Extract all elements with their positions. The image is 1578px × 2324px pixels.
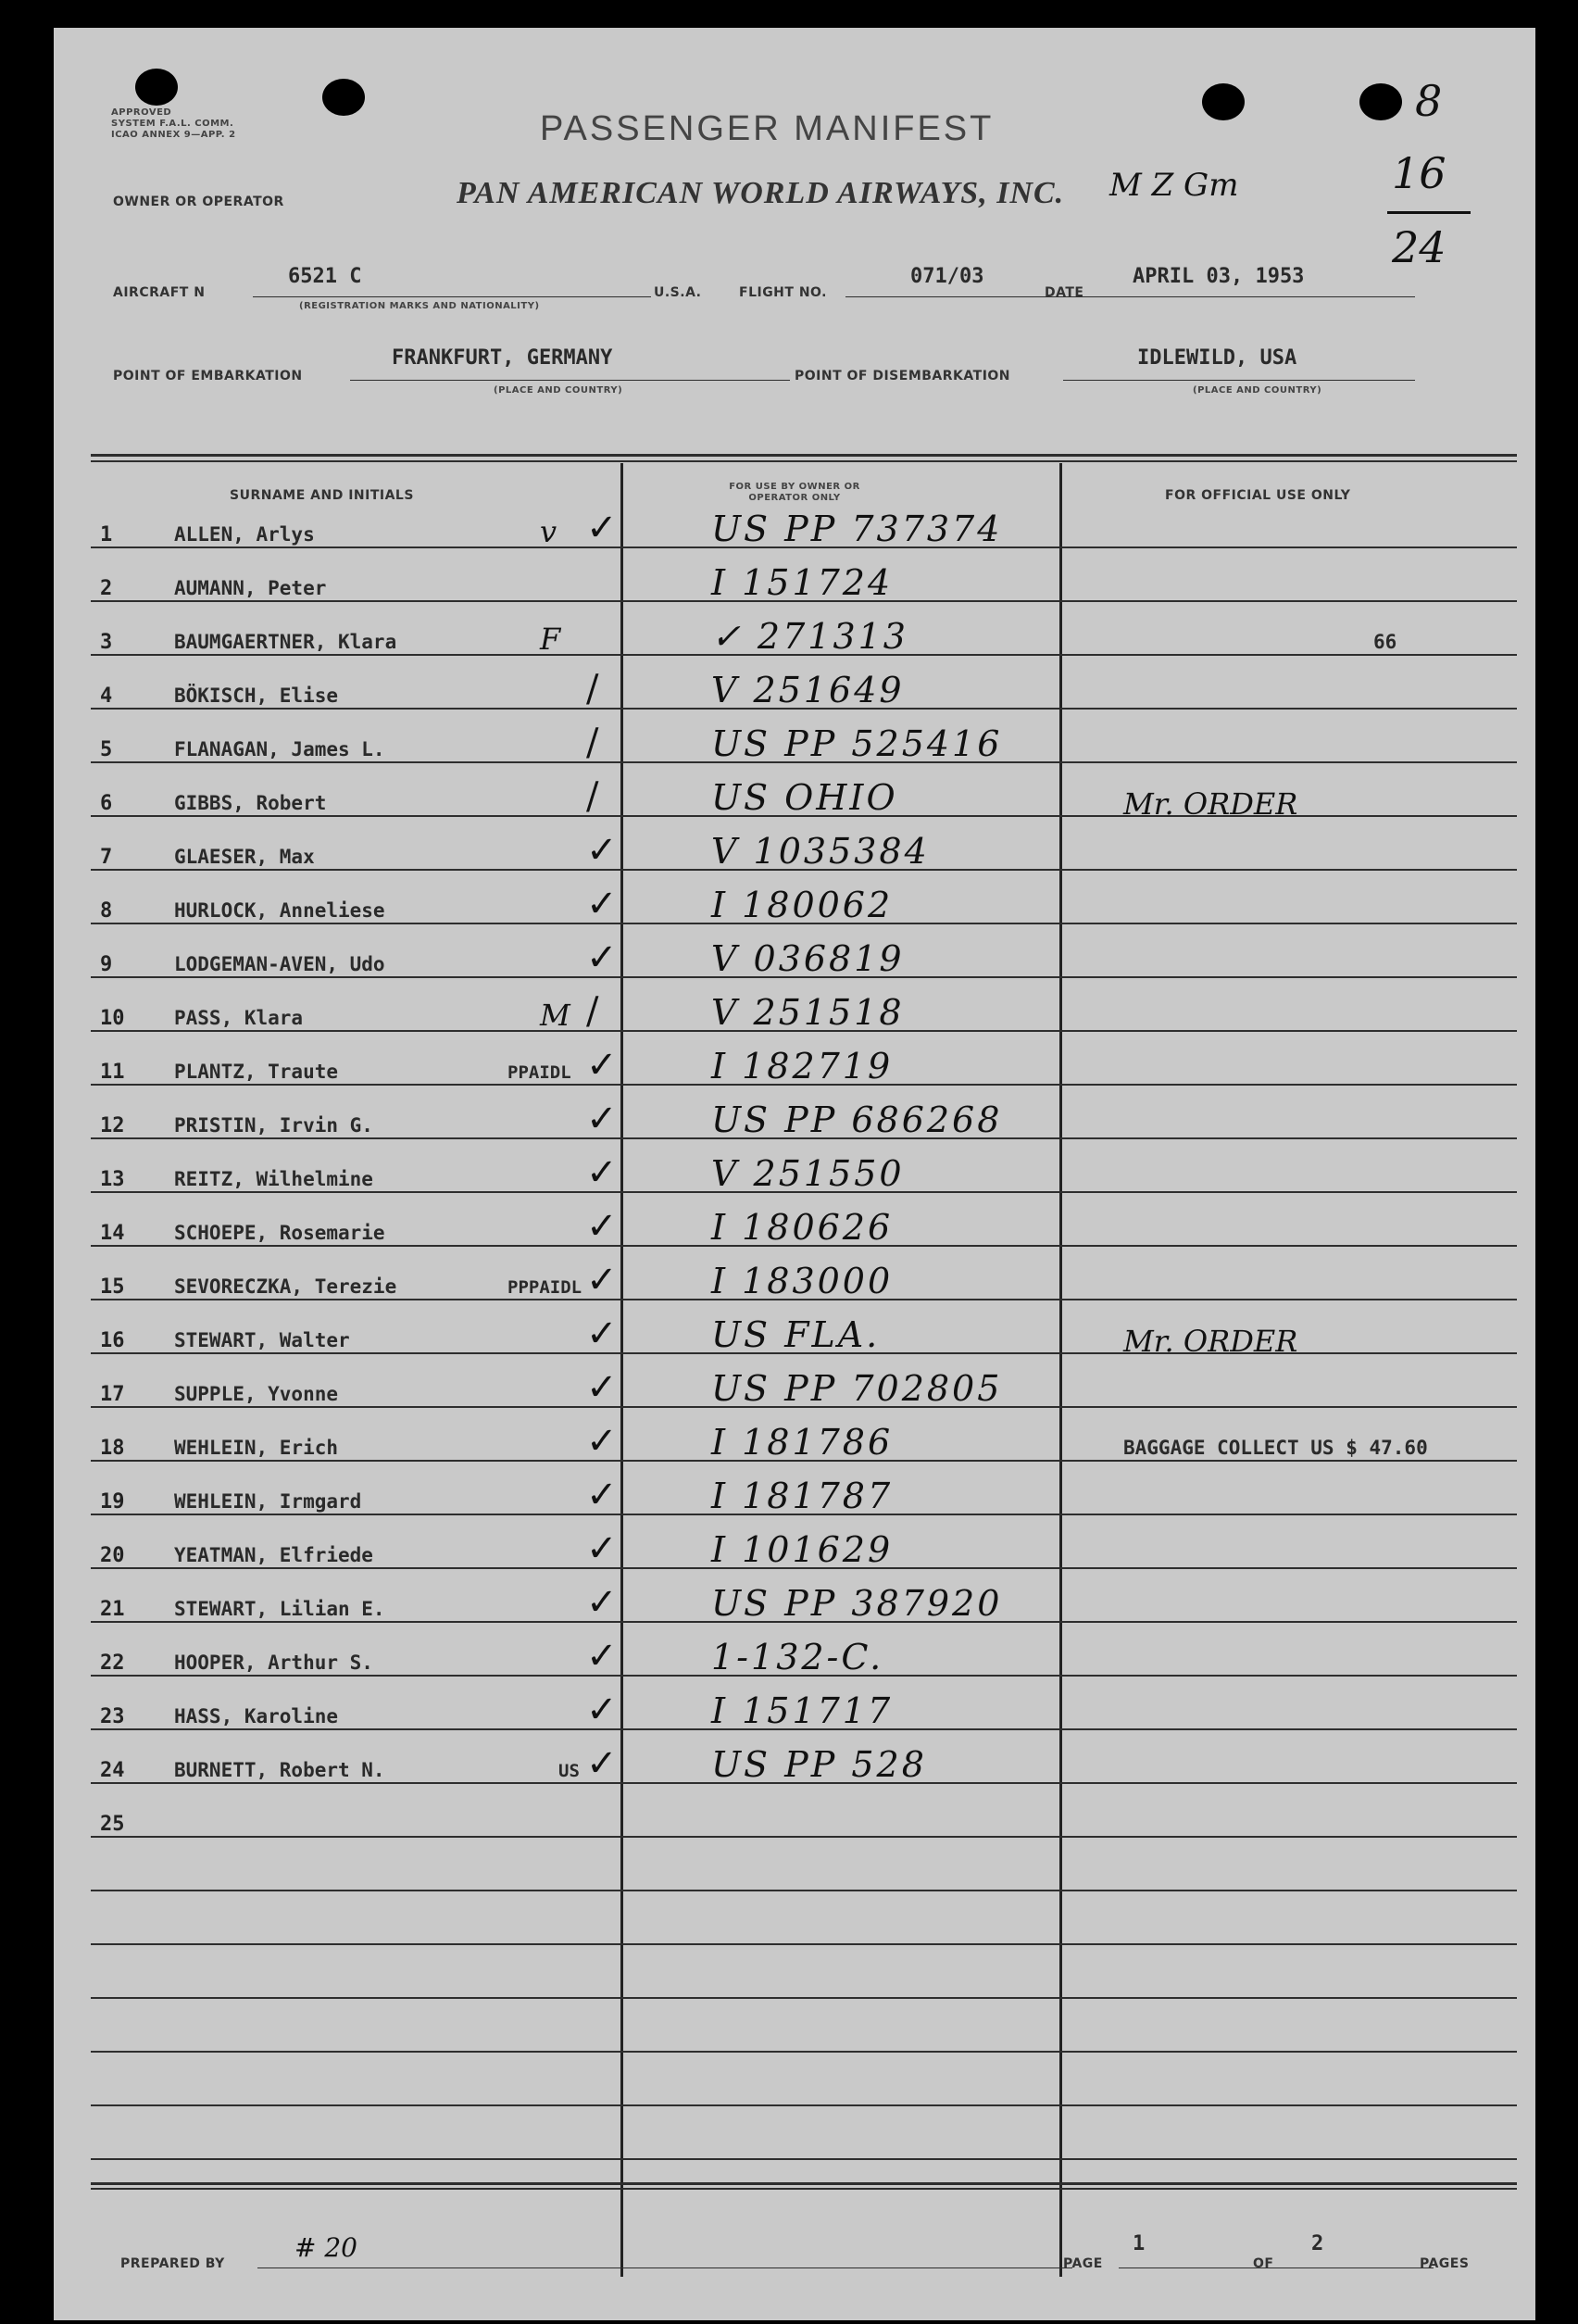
document-number: US FLA. [711, 1314, 881, 1355]
check-mark: ✓ [586, 1313, 618, 1355]
passenger-remark: PPPAIDL [507, 1277, 582, 1298]
document-number: US PP 528 [711, 1744, 927, 1785]
row-number: 1 [100, 523, 113, 546]
tally-top: 8 [1415, 76, 1443, 126]
passenger-name: STEWART, Lilian E. [174, 1598, 385, 1620]
document-number: V 036819 [711, 938, 905, 979]
table-top-rule [91, 454, 1517, 457]
check-mark: ✓ [586, 1044, 618, 1087]
punch-hole [1202, 83, 1245, 120]
passenger-name: STEWART, Walter [174, 1329, 350, 1351]
check-mark: ✓ [586, 1742, 618, 1785]
check-mark: ✓ [586, 1581, 618, 1624]
row-number: 9 [100, 953, 113, 976]
official-note: Mr. ORDER [1123, 786, 1298, 822]
document-number: US PP 387920 [711, 1583, 1003, 1624]
punch-hole [322, 79, 365, 116]
row-number: 14 [100, 1222, 125, 1245]
page-title: PASSENGER MANIFEST [540, 109, 995, 148]
document-number: I 181787 [711, 1476, 894, 1516]
document-number: V 1035384 [711, 831, 930, 872]
check-mark: / [586, 668, 599, 710]
passenger-remark: F [540, 622, 561, 657]
official-note: 66 [1373, 631, 1397, 653]
row-number: 7 [100, 846, 113, 869]
date-value: APRIL 03, 1953 [1133, 265, 1305, 288]
document-number: V 251518 [711, 992, 905, 1033]
document-number: I 182719 [711, 1046, 894, 1087]
row-number: 20 [100, 1544, 125, 1567]
passenger-remark: US [558, 1761, 580, 1781]
page-value: 1 [1133, 2232, 1146, 2255]
table-row [54, 1813, 1535, 1866]
passenger-name: BURNETT, Robert N. [174, 1759, 385, 1781]
us-label: U.S.A. [654, 285, 702, 300]
check-mark: ✓ [586, 1527, 618, 1570]
names-column-heading: SURNAME AND INITIALS [230, 488, 414, 503]
company-name: PAN AMERICAN WORLD AIRWAYS, INC. [457, 176, 1065, 210]
check-mark: ✓ [586, 1689, 618, 1731]
row-rule [91, 1890, 1517, 1891]
check-mark: / [586, 722, 599, 764]
row-number: 8 [100, 899, 113, 923]
punch-hole [135, 69, 178, 106]
row-number: 4 [100, 685, 113, 708]
check-mark: ✓ [586, 1420, 618, 1463]
document-number: 1-132-C. [711, 1637, 884, 1677]
pages-label: PAGES [1420, 2256, 1470, 2271]
prepared-value: # 20 [294, 2232, 357, 2263]
row-number: 19 [100, 1490, 125, 1514]
row-number: 24 [100, 1759, 125, 1782]
tally-divider [1387, 211, 1471, 214]
check-mark: ✓ [586, 1098, 618, 1140]
passenger-name: ALLEN, Arlys [174, 523, 315, 546]
flight-no-label: FLIGHT NO. [739, 285, 827, 300]
icao-line: ICAO ANNEX 9—APP. 2 [111, 130, 236, 140]
page-underline [1119, 2267, 1304, 2268]
prepared-underline [257, 2267, 1072, 2268]
table-bottom-rule-2 [91, 2188, 1517, 2190]
row-number: 25 [100, 1813, 125, 1836]
document-number: I 101629 [711, 1529, 894, 1570]
table-row [54, 1742, 1535, 1813]
row-number: 11 [100, 1061, 125, 1084]
of-label: OF [1253, 2256, 1274, 2271]
passenger-name: BÖKISCH, Elise [174, 685, 339, 707]
document-number: US OHIO [711, 777, 898, 818]
check-mark: ✓ [586, 1635, 618, 1677]
document-number: I 151724 [711, 562, 894, 603]
check-mark: ✓ [586, 1474, 618, 1516]
tally-middle: 16 [1392, 148, 1446, 198]
page-label: PAGE [1063, 2256, 1103, 2271]
manifest-sheet [54, 28, 1535, 2320]
row-number: 2 [100, 577, 113, 600]
of-value: 2 [1311, 2232, 1324, 2255]
aircraft-underline [253, 296, 651, 297]
disembark-value: IDLEWILD, USA [1137, 346, 1297, 370]
table-top-rule-2 [91, 460, 1517, 462]
passenger-name: WEHLEIN, Irmgard [174, 1490, 362, 1513]
aircraft-sublabel: (REGISTRATION MARKS AND NATIONALITY) [299, 301, 540, 311]
row-rule [91, 1997, 1517, 1999]
passenger-name: HURLOCK, Anneliese [174, 899, 385, 922]
embark-label: POINT OF EMBARKATION [113, 369, 303, 383]
document-number: US PP 737374 [711, 509, 1003, 549]
official-note: Mr. ORDER [1123, 1324, 1298, 1359]
flight-no-value: 071/03 [910, 265, 984, 288]
row-rule [91, 1943, 1517, 1945]
corner-initials: M Z Gm [1109, 167, 1239, 204]
disembark-underline [1063, 380, 1415, 381]
row-number: 22 [100, 1652, 125, 1675]
check-mark: ✓ [586, 507, 618, 549]
tally-bottom: 24 [1392, 222, 1446, 272]
embark-value: FRANKFURT, GERMANY [392, 346, 613, 370]
document-number: V 251550 [711, 1153, 905, 1194]
document-number: US PP 686268 [711, 1099, 1003, 1140]
passenger-name: PASS, Klara [174, 1007, 304, 1029]
owner-label: OWNER OR OPERATOR [113, 195, 284, 209]
embark-sublabel: (PLACE AND COUNTRY) [494, 385, 623, 396]
row-number: 21 [100, 1598, 125, 1621]
passenger-name: HOOPER, Arthur S. [174, 1652, 373, 1674]
check-mark: / [586, 775, 599, 818]
row-rule [91, 2158, 1517, 2160]
of-underline [1285, 2267, 1434, 2268]
passenger-name: LODGEMAN-AVEN, Udo [174, 953, 385, 975]
check-mark: ✓ [586, 1259, 618, 1301]
aircraft-value: 6521 C [288, 265, 362, 288]
disembark-sublabel: (PLACE AND COUNTRY) [1193, 385, 1322, 396]
check-mark: ✓ [586, 1205, 618, 1248]
passenger-name: SEVORECZKA, Terezie [174, 1275, 397, 1298]
check-mark: / [586, 990, 599, 1033]
check-mark: ✓ [586, 1366, 618, 1409]
passenger-name: GIBBS, Robert [174, 792, 327, 814]
document-number: I 180626 [711, 1207, 894, 1248]
embark-underline [350, 380, 790, 381]
row-number: 18 [100, 1437, 125, 1460]
row-rule [91, 2104, 1517, 2106]
check-mark: ✓ [586, 829, 618, 872]
document-number: I 181786 [711, 1422, 894, 1463]
document-number: ✓ 271313 [711, 616, 908, 657]
passenger-name: REITZ, Wilhelmine [174, 1168, 373, 1190]
document-number: I 183000 [711, 1261, 894, 1301]
official-column-heading: FOR OFFICIAL USE ONLY [1165, 488, 1351, 503]
owner-column-heading: FOR USE BY OWNER OR OPERATOR ONLY [729, 482, 860, 503]
official-note: BAGGAGE COLLECT US $ 47.60 [1123, 1437, 1428, 1459]
passenger-name: WEHLEIN, Erich [174, 1437, 339, 1459]
check-mark: ✓ [586, 936, 618, 979]
passenger-remark: M [540, 998, 570, 1033]
row-number: 17 [100, 1383, 125, 1406]
passenger-remark: v [540, 514, 557, 549]
passenger-name: YEATMAN, Elfriede [174, 1544, 373, 1566]
aircraft-label: AIRCRAFT N [113, 285, 206, 300]
row-number: 15 [100, 1275, 125, 1299]
table-bottom-rule [91, 2182, 1517, 2185]
prepared-label: PREPARED BY [120, 2256, 225, 2271]
row-rule [91, 2051, 1517, 2053]
passenger-name: BAUMGAERTNER, Klara [174, 631, 397, 653]
row-number: 6 [100, 792, 113, 815]
passenger-name: PRISTIN, Irvin G. [174, 1114, 373, 1137]
approval-text: APPROVED [111, 107, 172, 118]
passenger-name: SUPPLE, Yvonne [174, 1383, 339, 1405]
row-number: 5 [100, 738, 113, 761]
passenger-name: PLANTZ, Traute [174, 1061, 339, 1083]
row-number: 16 [100, 1329, 125, 1352]
passenger-name: FLANAGAN, James L. [174, 738, 385, 760]
document-number: V 251649 [711, 670, 905, 710]
passenger-remark: PPAIDL [507, 1062, 571, 1083]
passenger-name: SCHOEPE, Rosemarie [174, 1222, 385, 1244]
disembark-label: POINT OF DISEMBARKATION [795, 369, 1011, 383]
document-number: I 151717 [711, 1690, 894, 1731]
row-number: 3 [100, 631, 113, 654]
document-number: US PP 525416 [711, 723, 1003, 764]
passenger-name: HASS, Karoline [174, 1705, 339, 1727]
system-line: SYSTEM F.A.L. COMM. [111, 119, 234, 129]
row-number: 12 [100, 1114, 125, 1137]
check-mark: ✓ [586, 1151, 618, 1194]
row-number: 23 [100, 1705, 125, 1728]
row-number: 13 [100, 1168, 125, 1191]
passenger-name: AUMANN, Peter [174, 577, 327, 599]
punch-hole [1359, 83, 1402, 120]
date-underline [1091, 296, 1415, 297]
date-label: DATE [1045, 285, 1084, 300]
check-mark: ✓ [586, 883, 618, 925]
document-number: US PP 702805 [711, 1368, 1003, 1409]
row-number: 10 [100, 1007, 125, 1030]
document-number: I 180062 [711, 885, 894, 925]
passenger-name: GLAESER, Max [174, 846, 315, 868]
